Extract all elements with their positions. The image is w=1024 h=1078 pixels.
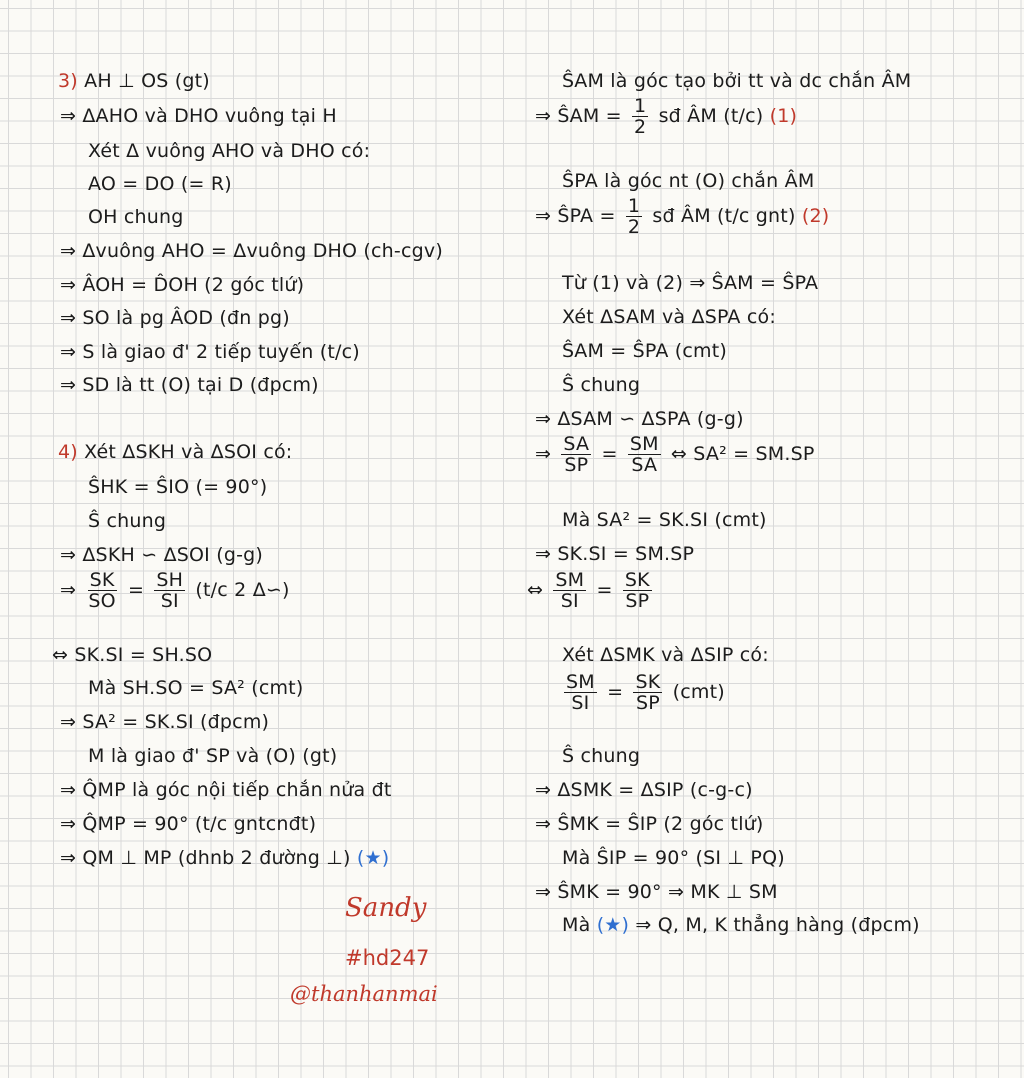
- fraction: $\frac{SA}{SP}$: [563, 433, 590, 476]
- right-line: Xét ΔSAM và ΔSPA có:: [562, 306, 776, 328]
- fraction: $\frac{SK}{SP}$: [635, 671, 661, 714]
- left-line: ⇒ SD là tt (O) tại D (đpcm): [60, 374, 319, 396]
- signature-handle: @thanhanmai: [290, 982, 438, 1006]
- fraction: $\frac{SM}{SI}$: [566, 671, 595, 714]
- right-line: Ŝ chung: [562, 745, 641, 767]
- left-line-star: ⇒ QM ⊥ MP (dhnb 2 đường ⊥) (★): [60, 847, 390, 869]
- fraction: $\frac{SK}{SO}$: [88, 569, 116, 612]
- left-line: ⇒ S là giao đ' 2 tiếp tuyến (t/c): [60, 341, 360, 363]
- star-mark: (★): [596, 914, 630, 936]
- left-line: AO = DO (= R): [88, 173, 232, 195]
- fraction-line: ⇒ $\frac{SA}{SP}$ = $\frac{SM}{SA}$ ⇔ SA² = SM.SP: [535, 433, 815, 476]
- equation-label: (2): [801, 205, 830, 227]
- left-line: Xét Δ vuông AHO và DHO có:: [88, 140, 371, 162]
- left-line: ⇒ ΔAHO và DHO vuông tại H: [60, 105, 337, 127]
- right-line: ŜAM là góc tạo bởi tt và dc chắn ÂM: [562, 70, 912, 92]
- equation-label: (1): [769, 105, 798, 127]
- left-line: ⇒ SA² = SK.SI (đpcm): [60, 711, 270, 733]
- fraction: $\frac{SK}{SP}$: [624, 569, 650, 612]
- right-line: ŜPA là góc nt (O) chắn ÂM: [562, 170, 815, 192]
- line-3-header: 3) AH ⊥ OS (gt): [58, 70, 210, 92]
- line-4-header: 4) Xét ΔSKH và ΔSOI có:: [58, 441, 293, 463]
- left-line: ⇒ Q̂MP là góc nội tiếp chắn nửa đt: [60, 779, 392, 801]
- left-line: Ŝ chung: [88, 510, 167, 532]
- left-line: ⇒ Δvuông AHO = Δvuông DHO (ch-cgv): [60, 240, 443, 262]
- left-line: Mà SH.SO = SA² (cmt): [88, 677, 304, 699]
- right-line: Từ (1) và (2) ⇒ ŜAM = ŜPA: [562, 272, 819, 294]
- right-line: ⇒ ŜMK = ŜIP (2 góc tlứ): [535, 813, 764, 835]
- left-line: ⇒ SO là pg ÂOD (đn pg): [60, 307, 290, 329]
- right-line: ⇒ ΔSMK = ΔSIP (c-g-c): [535, 779, 753, 801]
- left-line: M là giao đ' SP và (O) (gt): [88, 745, 338, 767]
- right-line: Mà ŜIP = 90° (SI ⊥ PQ): [562, 847, 785, 869]
- right-line-star: Mà (★) ⇒ Q, M, K thẳng hàng (đpcm): [562, 914, 920, 936]
- signature-tag: #hd247: [345, 946, 430, 970]
- fraction: $\frac{SM}{SI}$: [555, 569, 585, 612]
- fraction-line: ⇒ ŜAM = $\frac{1}{2}$ sđ ÂM (t/c) (1): [535, 95, 798, 138]
- fraction: $\frac{SM}{SA}$: [629, 433, 659, 476]
- right-line: Ŝ chung: [562, 374, 641, 396]
- left-line: ⇒ ΔSKH ∽ ΔSOI (g-g): [60, 544, 264, 566]
- right-line: ⇒ SK.SI = SM.SP: [535, 543, 695, 565]
- right-line: ŜAM = ŜPA (cmt): [562, 340, 728, 362]
- fraction: $\frac{1}{2}$: [627, 195, 641, 238]
- star-mark: (★): [356, 847, 390, 869]
- left-line: ⇒ ÂOH = D̂OH (2 góc tlứ): [60, 274, 305, 296]
- fraction-line: ⇒ ŜPA = $\frac{1}{2}$ sđ ÂM (t/c gnt) (2): [535, 195, 830, 238]
- right-line: Mà SA² = SK.SI (cmt): [562, 509, 767, 531]
- fraction: $\frac{1}{2}$: [634, 95, 647, 138]
- left-line: ⇔ SK.SI = SH.SO: [52, 644, 213, 666]
- left-line: ⇒ Q̂MP = 90° (t/c gntcnđt): [60, 813, 317, 835]
- signature-name: Sandy: [345, 893, 427, 923]
- right-line: ⇒ ŜMK = 90° ⇒ MK ⊥ SM: [535, 881, 778, 903]
- right-line: ⇒ ΔSAM ∽ ΔSPA (g-g): [535, 408, 744, 430]
- fraction: $\frac{SH}{SI}$: [156, 569, 184, 612]
- fraction-line: ⇒ $\frac{SK}{SO}$ = $\frac{SH}{SI}$ (t/c 2 Δ∽): [60, 569, 290, 612]
- right-line: Xét ΔSMK và ΔSIP có:: [562, 644, 769, 666]
- fraction-line: ⇔ $\frac{SM}{SI}$ = $\frac{SK}{SP}$: [527, 569, 650, 612]
- fraction-line: $\frac{SM}{SI}$ = $\frac{SK}{SP}$ (cmt): [566, 671, 725, 714]
- left-line: OH chung: [88, 206, 184, 228]
- left-line: ŜHK = ŜIO (= 90°): [88, 476, 268, 498]
